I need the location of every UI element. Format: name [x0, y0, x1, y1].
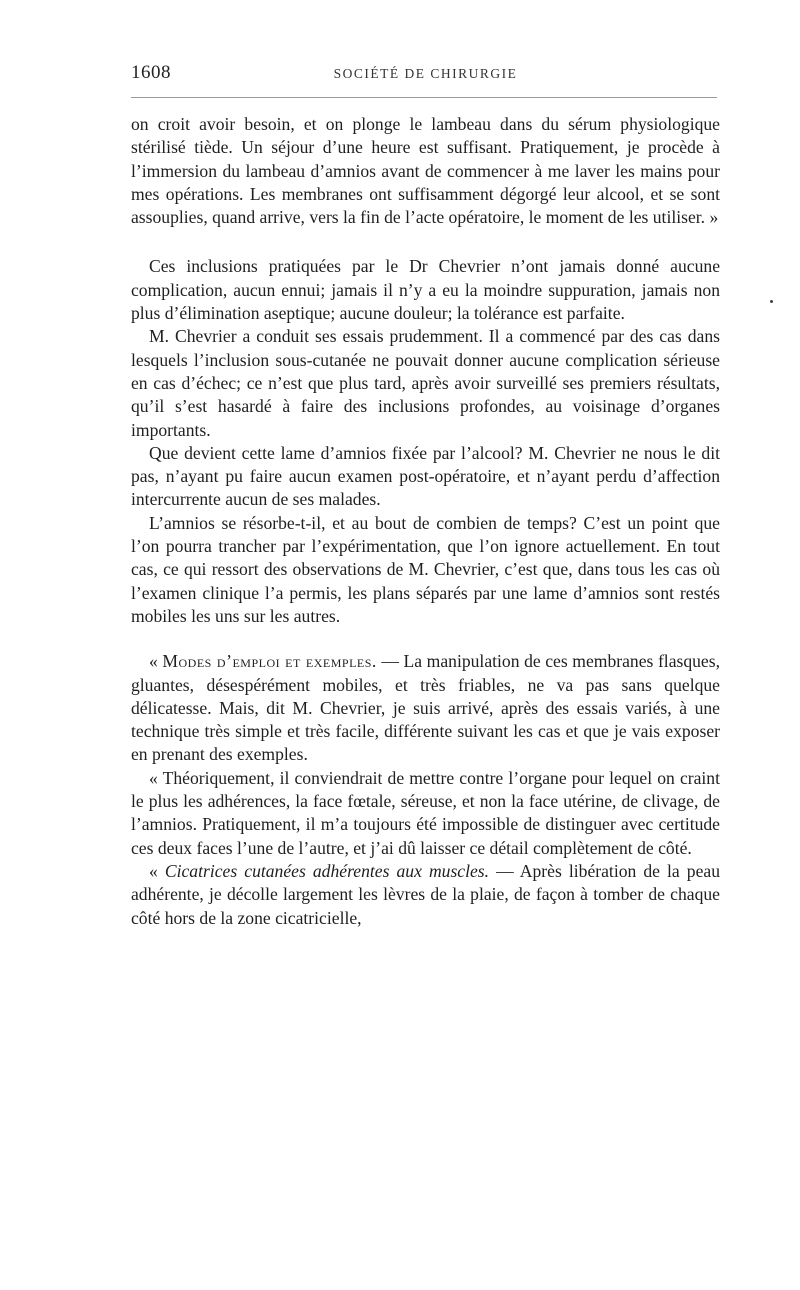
- running-title: SOCIÉTÉ DE CHIRURGIE: [333, 66, 518, 81]
- page-number: 1608: [131, 62, 171, 83]
- header-rule: [131, 97, 717, 98]
- section-heading: Cicatrices cutanées adhérentes aux muscles.: [164, 860, 490, 881]
- body-text: [131, 113, 720, 930]
- paragraph-section-heading: « Modes d’emploi et exemples. — La manipulation de ces membranes flasques, gluantes, désespérément mobiles, et très friables, ne va pas sans quelque délicatesse. Mais, dit M. Chevrier, je suis arrivé, après des essais variés, à une technique très simple et très facile, différente suivant les cas et que je vais exposer en prenant des exemples.: [131, 651, 720, 765]
- paragraph-section-heading: « Cicatrices cutanées adhérentes aux muscles. — Après libération de la peau adhérente, je décolle largement les lèvres de la plaie, de façon à tomber de chaque côté hors de la zone cicatricielle,: [131, 860, 721, 928]
- paragraph: Que devient cette lame d’amnios fixée par l’alcool? M. Chevrier ne nous le dit pas, n’ayant pu faire aucun examen post-opératoire, et n’ayant perdu d’affection intercurrente aucun de ses malades.: [131, 442, 720, 510]
- paragraph: L’amnios se résorbe-t-il, et au bout de combien de temps? C’est un point que l’on pourra trancher par l’expérimentation, que l’on ignore actuellement. En tout cas, ce qui ressort des observations de M. Chevrier, c’est que, dans tous les cas où l’examen clinique l’a permis, les plans séparés par une lame d’amnios sont restés mobiles les uns sur les autres.: [131, 512, 720, 626]
- page-header: [131, 58, 720, 92]
- paragraph-continuation: on croit avoir besoin, et on plonge le lambeau dans du sérum physiologique stérilisé tiède. Un séjour d’une heure est suffisant. Pratiquement, je procède à l’immersion du lambeau d’amnios avant de commencer à me laver les mains pour mes opérations. Les membranes ont suffisamment dégorgé leur alcool, et se sont assouplies, quand arrive, vers la fin de l’acte opératoire, le moment de les utiliser. »: [131, 114, 720, 228]
- paragraph: M. Chevrier a conduit ses essais prudemment. Il a commencé par des cas dans lesquels l’inclusion sous-cutanée ne pouvait donner aucune complication sérieuse en cas d’échec; ce n’est que plus tard, après avoir surveillé ses premiers résultats, qu’il s’est hasardé à faire des inclusions profondes, au voisinage d’organes importants.: [131, 326, 720, 440]
- paragraph: Ces inclusions pratiquées par le Dr Chevrier n’ont jamais donné aucune complication, aucun ennui; jamais il n’y a eu la moindre suppuration, jamais non plus d’élimination aseptique; aucune douleur; la tolérance est parfaite.: [131, 256, 720, 324]
- margin-speck: [770, 300, 773, 303]
- section-heading: Modes d’emploi et exemples.: [162, 651, 377, 672]
- paragraph: « Théoriquement, il conviendrait de mettre contre l’organe pour lequel on craint le plus les adhérences, la face fœtale, séreuse, et non la face utérine, de clivage, de l’amnios. Pratiquement, il m’a toujours été impossible de distinguer avec certitude ces deux faces l’une de l’autre, et j’ai dû laisser ce détail complètement de côté.: [131, 767, 720, 858]
